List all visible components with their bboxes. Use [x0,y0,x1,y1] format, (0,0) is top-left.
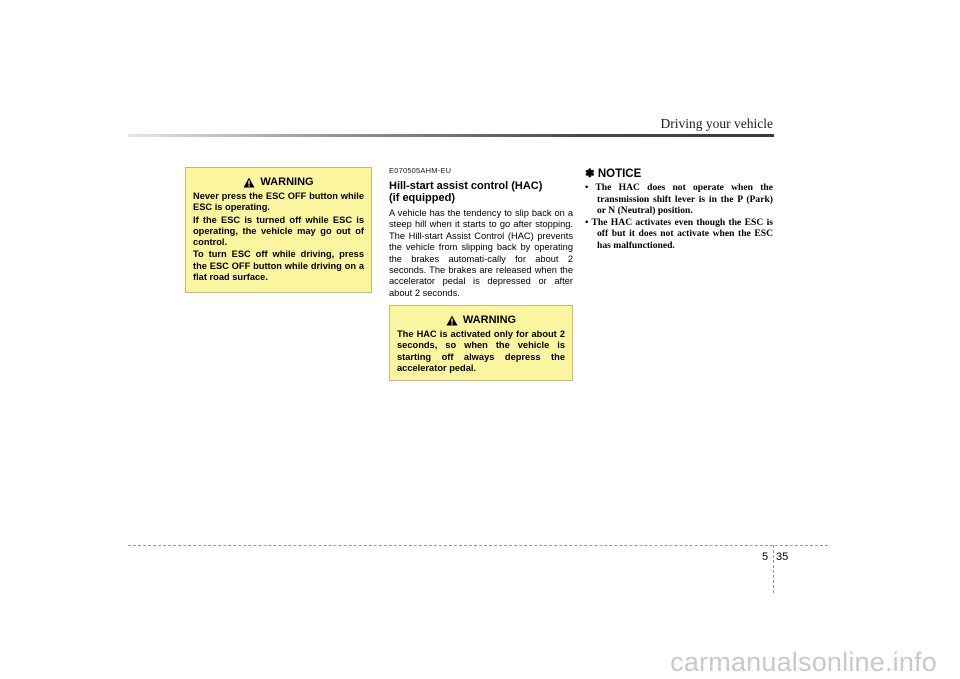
notice-item: • The HAC activates even though the ESC is off but it does not activate when the ESC has malfunctioned. [585,216,773,251]
page-number: 35 [776,551,789,563]
warning-title: WARNING [462,314,517,326]
warning-triangle-icon [243,177,255,188]
notice-box [585,166,773,252]
section-title-line: (if equipped) [389,192,455,204]
warning-triangle-icon [446,315,458,326]
notice-list [585,182,773,252]
watermark-link[interactable]: carmanualsonline.info [670,647,937,677]
warning-paragraph: Never press the ESC OFF button while ESC is operating. [193,191,364,213]
section-title [389,180,573,204]
warning-box-hac [389,305,573,381]
notice-item: • The HAC does not operate when the transmission shift lever is in the P (Park) or N (Neutral) position. [585,182,773,217]
warning-paragraph: If the ESC is turned off while ESC is operating, the vehicle may go out of control. [193,214,364,248]
warning-paragraph: To turn ESC off while driving, press the ESC OFF button while driving on a flat road surface. [193,249,364,283]
notice-title: ✽ NOTICE [585,168,642,180]
warning-paragraph: The HAC is activated only for about 2 seconds, so when the vehicle is starting off always depress the accelerator pedal. [397,329,565,373]
page-header-title: Driving your vehicle [660,116,773,131]
header-rule [128,134,774,137]
section-title-line: Hill-start assist control (HAC) [389,180,543,192]
chapter-number: 5 [762,551,769,563]
warning-title: WARNING [260,176,314,188]
warning-box-esc [185,167,372,293]
section-code: E070505AHM-EU [389,166,452,175]
warning-header [193,176,364,188]
footer-rule [128,545,828,546]
warning-header [397,314,565,326]
hac-section [389,166,573,299]
section-body: A vehicle has the tendency to slip back on a steep hill when it starts to go after stopping. The Hill-start Assist Control (HAC) prevents the vehicle from slipping back by operating the brakes automati-cally for about 2 seconds. The brakes are released when the accelerator pedal is depressed or after about 2 seconds. [389,208,573,298]
page-number-divider [773,545,774,593]
